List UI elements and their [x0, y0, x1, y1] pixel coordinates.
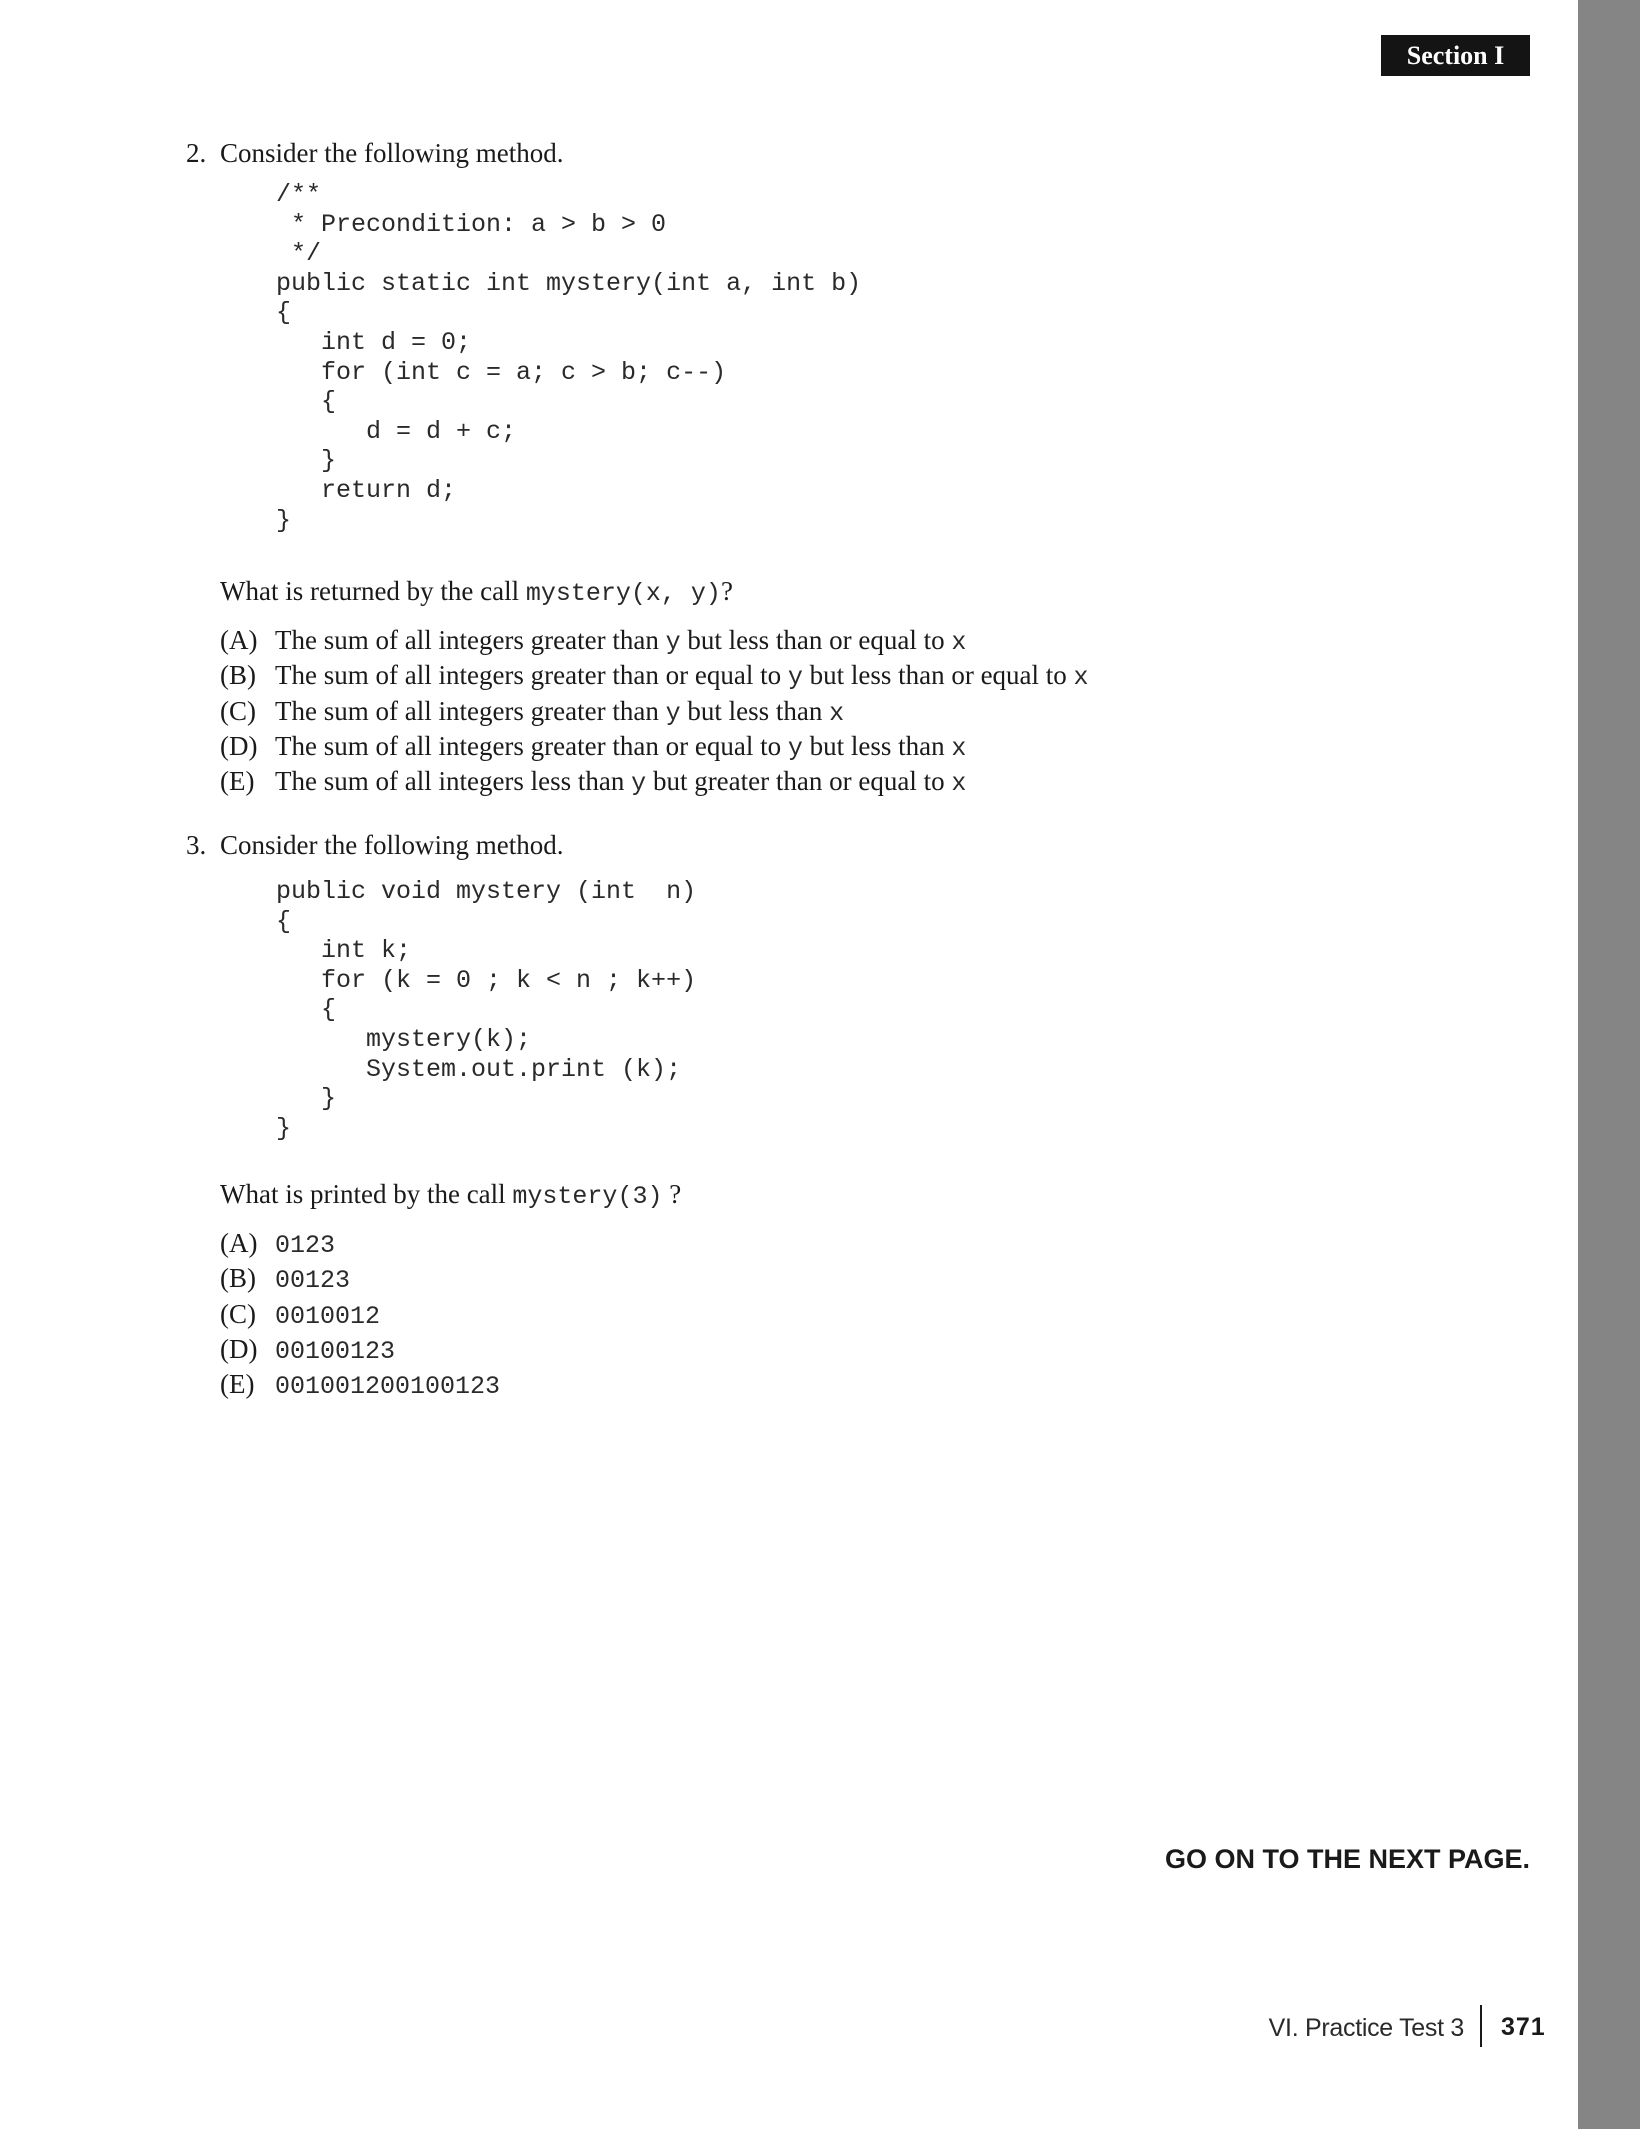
question-3-choices	[220, 1226, 500, 1402]
choice-code: y	[665, 698, 681, 728]
page-edge-sidebar	[1578, 0, 1640, 2129]
choice-text: The sum of all integers greater than or equal to	[275, 730, 788, 761]
choice-text: The sum of all integers greater than	[275, 625, 666, 655]
choice-code: 0010012	[275, 1301, 381, 1331]
question-2-choices	[220, 623, 1089, 799]
choice-code: 001001200100123	[275, 1372, 501, 1402]
choice-code: 00123	[275, 1266, 351, 1296]
question-2-code: /** * Precondition: a > b > 0 */ public static int mystery(int a, int b) { int d = 0; for (int c = a; c > b; c--) { d = d + c; } return d; }	[276, 180, 862, 535]
prompt-code: mystery(3)	[512, 1182, 663, 1211]
prompt-end: ?	[720, 576, 733, 606]
page-number: 371	[1501, 2013, 1546, 2041]
choice-label: (E)	[220, 766, 255, 797]
answer-choice	[220, 1367, 500, 1402]
answer-choice	[220, 623, 1089, 658]
choice-code: 0123	[275, 1231, 336, 1260]
next-page-notice: GO ON TO THE NEXT PAGE.	[1164, 1844, 1530, 1874]
choice-text: but less than	[802, 730, 952, 761]
choice-label: (B)	[220, 1263, 256, 1294]
answer-choice	[220, 1261, 500, 1296]
answer-choice	[220, 658, 1089, 693]
choice-label: (D)	[220, 730, 258, 761]
question-3-code: public void mystery (int n) { int k; for (k = 0 ; k < n ; k++) { mystery(k); System.out.print (k); } }	[276, 877, 697, 1143]
choice-label: (C)	[220, 695, 256, 726]
prompt-text: What is printed by the call	[220, 1179, 513, 1209]
question-intro: Consider the following method.	[220, 138, 564, 168]
answer-choice	[220, 1226, 500, 1261]
choice-text: but greater than or equal to	[646, 766, 952, 797]
choice-code: x	[1073, 663, 1089, 693]
answer-choice	[220, 1332, 500, 1367]
choice-code: x	[951, 733, 967, 763]
question-3-heading	[186, 830, 563, 861]
question-number: 2.	[186, 138, 207, 168]
choice-code: 00100123	[275, 1336, 396, 1366]
choice-text: but less than	[680, 695, 830, 726]
choice-label: (A)	[220, 625, 258, 655]
choice-code: x	[829, 698, 845, 728]
choice-label: (E)	[220, 1369, 255, 1400]
section-badge: Section I	[1381, 35, 1530, 76]
question-2-heading	[186, 138, 563, 169]
choice-code: x	[951, 628, 967, 657]
choice-text: The sum of all integers greater than or equal to	[275, 660, 788, 691]
choice-text: but less than or equal to	[680, 625, 952, 655]
prompt-code: mystery(x, y)	[525, 579, 721, 608]
prompt-text: What is returned by the call	[220, 576, 526, 606]
choice-code: x	[951, 769, 967, 799]
choice-text: The sum of all integers less than	[275, 766, 632, 797]
choice-label: (A)	[220, 1228, 258, 1258]
choice-code: y	[787, 733, 803, 763]
choice-label: (B)	[220, 660, 256, 691]
prompt-end: ?	[662, 1179, 682, 1209]
answer-choice	[220, 729, 1089, 764]
answer-choice	[220, 764, 1089, 799]
question-2-prompt	[220, 576, 733, 608]
question-3-prompt	[220, 1179, 681, 1211]
choice-text: The sum of all integers greater than	[275, 695, 666, 726]
choice-label: (C)	[220, 1298, 256, 1329]
question-number: 3.	[186, 830, 207, 860]
choice-text: but less than or equal to	[802, 660, 1074, 691]
footer-divider	[1480, 2005, 1482, 2047]
choice-code: y	[665, 628, 681, 657]
answer-choice	[220, 694, 1089, 729]
answer-choice	[220, 1297, 500, 1332]
choice-label: (D)	[220, 1333, 258, 1364]
footer-title: VI. Practice Test 3	[1268, 2014, 1464, 2042]
choice-code: y	[787, 663, 803, 693]
choice-code: y	[631, 769, 647, 799]
question-intro: Consider the following method.	[220, 830, 564, 860]
